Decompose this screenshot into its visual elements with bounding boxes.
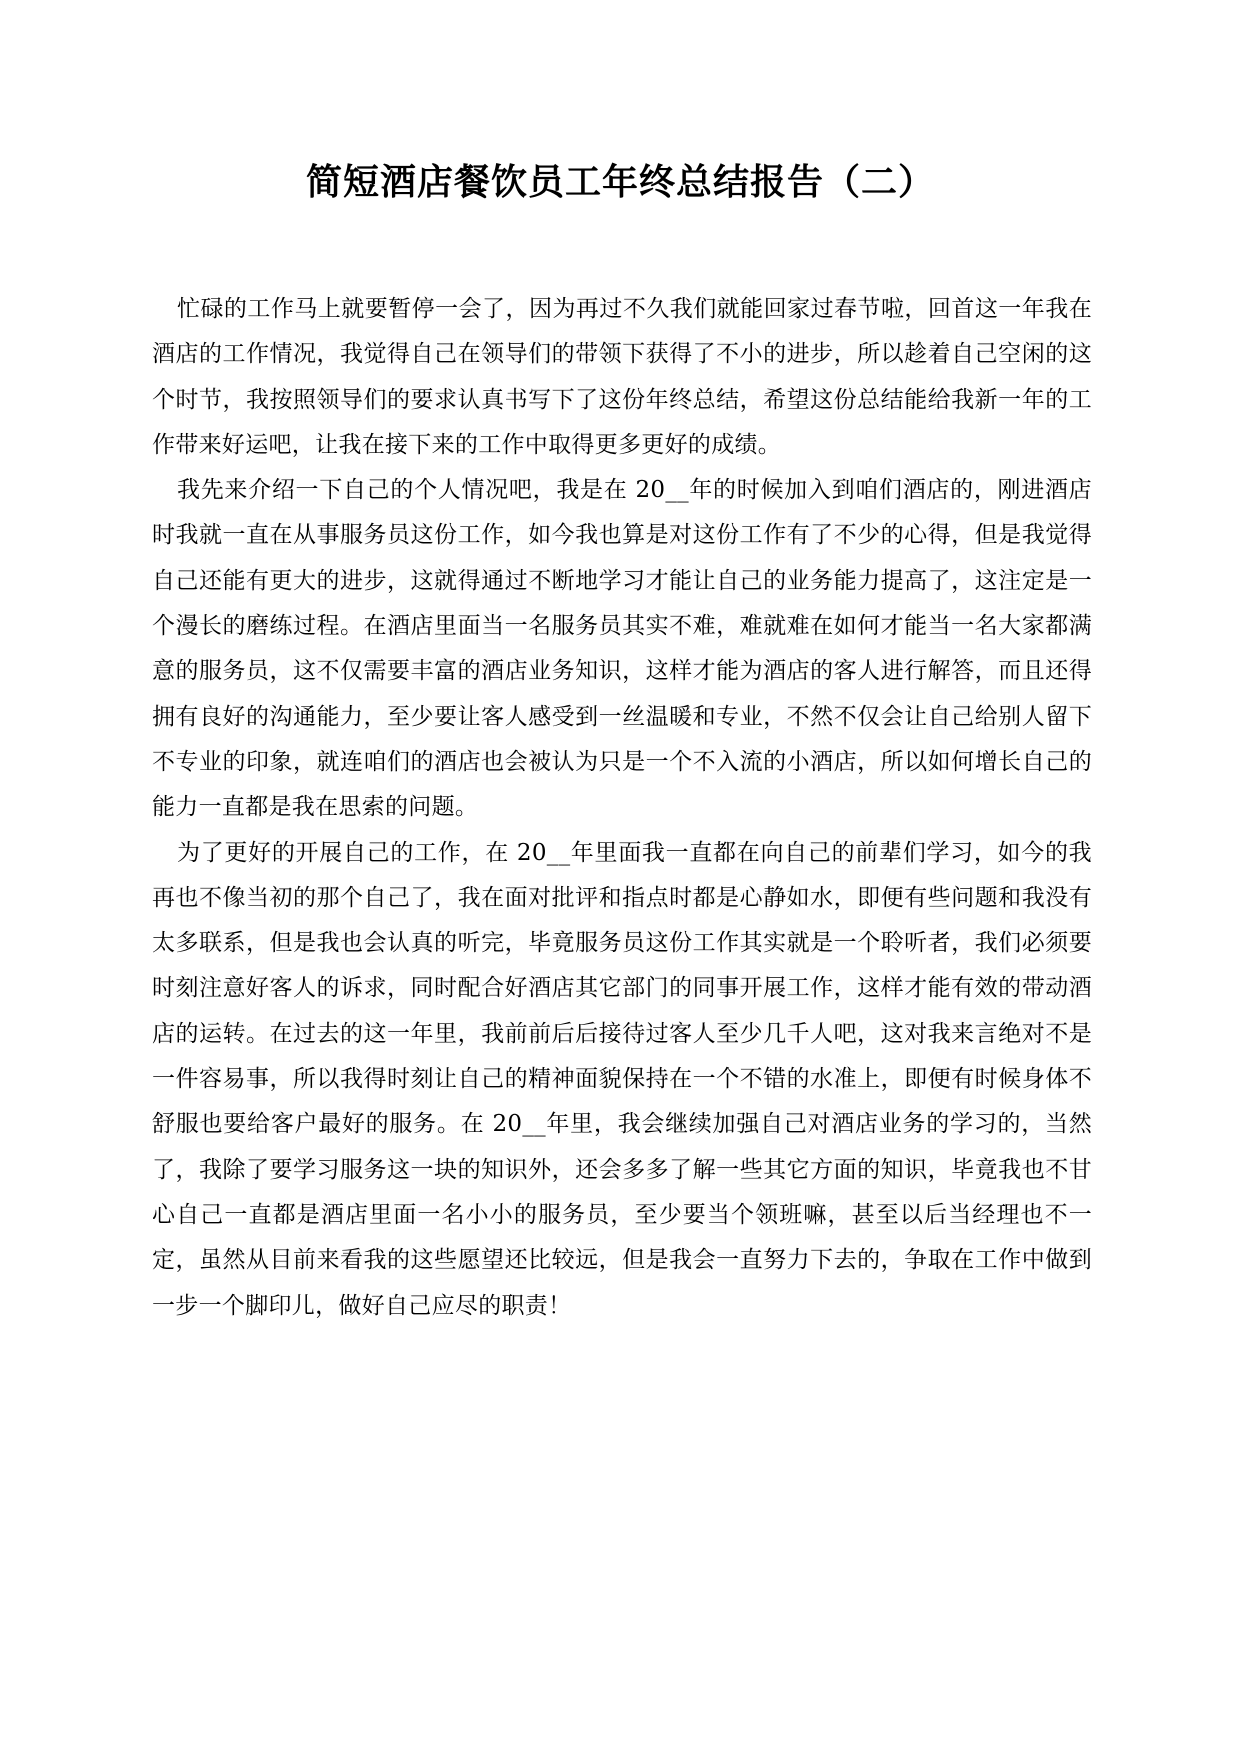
paragraph-intro: 忙碌的工作马上就要暂停一会了，因为再过不久我们就能回家过春节啦，回首这一年我在酒店的工作情况，我觉得自己在领导们的带领下获得了不小的进步，所以趁着自己空闲的这个时节，我按照领导们的要求认真书写下了这份年终总结，希望这份总结能给我新一年的工作带来好运吧，让我在接下来的工作中取得更多更好的成绩。 (152, 296, 1092, 458)
paragraph-work-development: 为了更好的开展自己的工作，在 20__年里面我一直都在向自己的前辈们学习，如今的我再也不像当初的那个自己了，我在面对批评和指点时都是心静如水，即便有些问题和我没有太多联系，但是我也会认真的听完，毕竟服务员这份工作其实就是一个聆听者，我们必须要时刻注意好客人的诉求，同时配合好酒店其它部门的同事开展工作，这样才能有效的带动酒店的运转。在过去的这一年里，我前前后后接待过客人至少几千人吧，这对我来言绝对不是一件容易事，所以我得时刻让自己的精神面貌保持在一个不错的水准上，即便有时候身体不舒服也要给客户最好的服务。在 20__年里，我会继续加强自己对酒店业务的学习的，当然了，我除了要学习服务这一块的知识外，还会多多了解一些其它方面的知识，毕竟我也不甘心自己一直都是酒店里面一名小小的服务员，至少要当个领班嘛，甚至以后当经理也不一定，虽然从目前来看我的这些愿望还比较远，但是我会一直努力下去的，争取在工作中做到一步一个脚印儿，做好自己应尽的职责！ (152, 839, 1092, 1319)
paragraph-personal-situation: 我先来介绍一下自己的个人情况吧，我是在 20__年的时候加入到咱们酒店的，刚进酒店时我就一直在从事服务员这份工作，如今我也算是对这份工作有了不少的心得，但是我觉得自己还能有更大的进步，这就得通过不断地学习才能让自己的业务能力提高了，这注定是一个漫长的磨练过程。在酒店里面当一名服务员其实不难，难就难在如何才能当一名大家都满意的服务员，这不仅需要丰富的酒店业务知识，这样才能为酒店的客人进行解答，而且还得拥有良好的沟通能力，至少要让客人感受到一丝温暖和专业，不然不仅会让自己给别人留下不专业的印象，就连咱们的酒店也会被认为只是一个不入流的小酒店，所以如何增长自己的能力一直都是我在思索的问题。 (152, 477, 1092, 821)
document-title: 简短酒店餐饮员工年终总结报告（二） (305, 162, 935, 203)
document-body (152, 287, 1092, 1329)
